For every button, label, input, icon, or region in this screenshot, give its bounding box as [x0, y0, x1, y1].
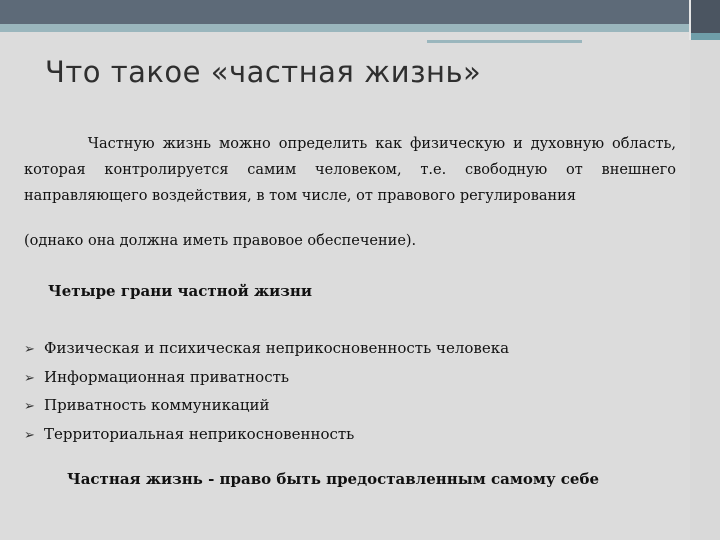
header-accent-stripe — [0, 24, 690, 32]
list-item-text: Приватность коммуникаций — [44, 396, 270, 414]
list-item-text: Физическая и психическая неприкосновенность человека — [44, 339, 510, 357]
bullet-list — [24, 335, 509, 449]
arrow-bullet-icon: ➢ — [24, 342, 35, 357]
list-item — [24, 335, 509, 364]
note-paragraph: (однако она должна иметь правовое обеспечение). — [24, 233, 417, 249]
list-item-text: Территориальная неприкосновенность — [44, 424, 355, 443]
intro-paragraph — [24, 131, 676, 209]
list-item — [24, 392, 509, 421]
arrow-bullet-icon: ➢ — [24, 399, 35, 414]
header-bar — [0, 0, 720, 24]
list-item — [24, 364, 509, 393]
list-item-text: Информационная приватность — [44, 367, 290, 386]
intro-text: Частную жизнь можно определить как физическую и духовную область, которая контролируется самим человеком, т.е. свободную от внешнего направляющего воздействия, в том числе, от правового регулирования — [24, 136, 677, 204]
arrow-bullet-icon: ➢ — [24, 370, 35, 386]
arrow-bullet-icon: ➢ — [24, 427, 35, 443]
subheading: Четыре грани частной жизни — [48, 282, 312, 300]
slide-title: Что такое «частная жизнь» — [45, 55, 482, 89]
title-accent-line — [427, 40, 582, 43]
list-item — [24, 421, 509, 450]
conclusion-text: Частная жизнь - право быть предоставленным самому себе — [67, 470, 600, 488]
corner-accent — [691, 33, 720, 40]
